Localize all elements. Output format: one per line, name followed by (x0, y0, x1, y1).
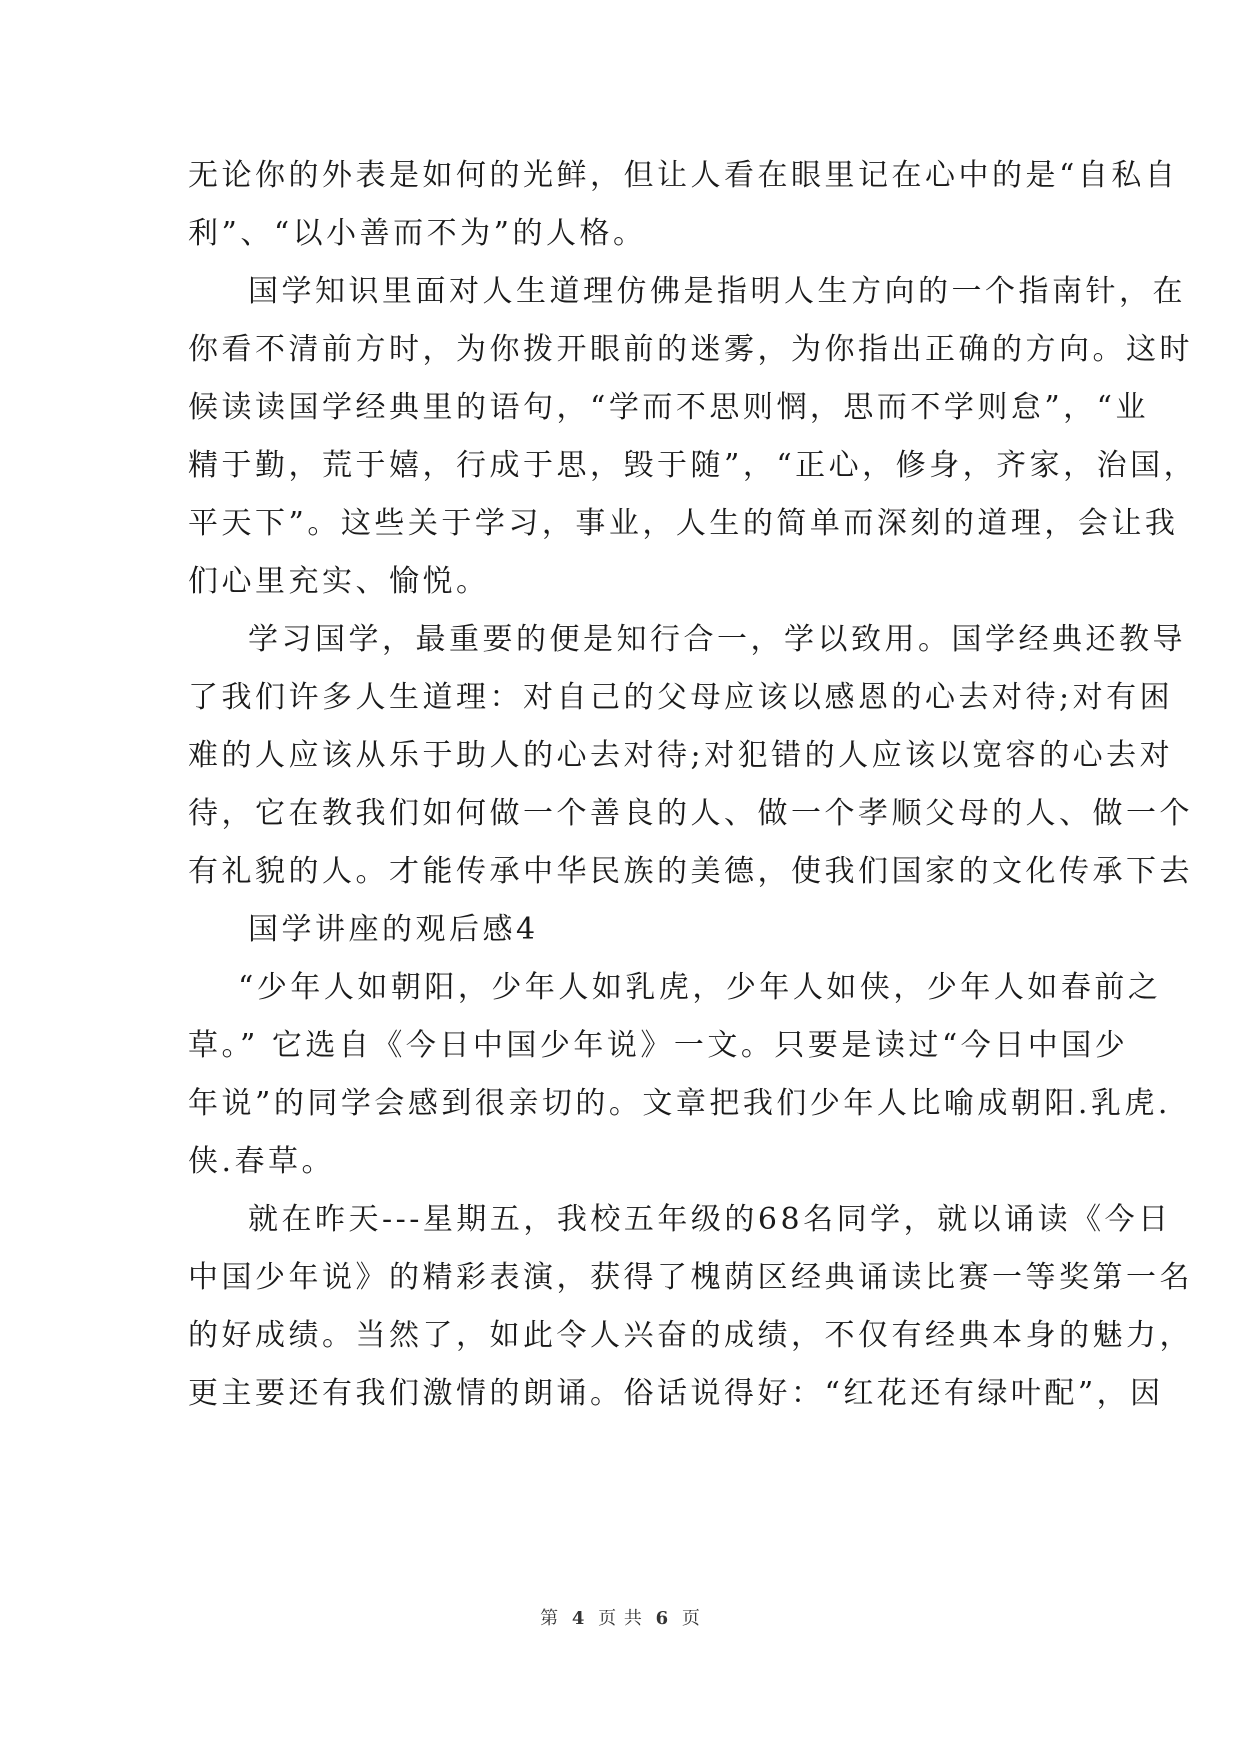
footer-suffix: 页 (681, 1608, 701, 1629)
text-line: 的好成绩。当然了，如此令人兴奋的成绩，不仅有经典本身的魅力， (188, 1318, 1193, 1353)
text-line: 侠.春草。 (188, 1144, 336, 1179)
paragraph-start: 国学知识里面对人生道理仿佛是指明人生方向的一个指南针，在 (248, 274, 1186, 309)
total-page-number: 6 (655, 1608, 670, 1629)
text-line: 精于勤，荒于嬉，行成于思，毁于随”，“正心，修身，齐家，治国， (188, 448, 1198, 483)
footer-prefix: 第 (540, 1608, 560, 1629)
text-line: 了我们许多人生道理：对自己的父母应该以感恩的心去对待;对有困 (188, 680, 1174, 715)
paragraph-start: 学习国学，最重要的便是知行合一，学以致用。国学经典还教导 (248, 622, 1186, 657)
text-line: 待，它在教我们如何做一个善良的人、做一个孝顺父母的人、做一个 (188, 796, 1193, 831)
paragraph-start: 就在昨天---星期五，我校五年级的68名同学，就以诵读《今日 (248, 1202, 1172, 1237)
text-line: 难的人应该从乐于助人的心去对待;对犯错的人应该以宽容的心去对 (188, 738, 1174, 773)
text-line: 候读读国学经典里的语句，“学而不思则惘，思而不学则怠”，“业 (188, 390, 1150, 425)
footer-middle: 页 共 (598, 1608, 643, 1629)
section-heading: 国学讲座的观后感4 (248, 912, 539, 947)
text-line: 无论你的外表是如何的光鲜，但让人看在眼里记在心中的是“自私自 (188, 158, 1179, 193)
text-line: 中国少年说》的精彩表演，获得了槐荫区经典诵读比赛一等奖第一名 (188, 1260, 1193, 1295)
text-line: 平天下”。这些关于学习，事业，人生的简单而深刻的道理，会让我 (188, 506, 1179, 541)
paragraph-start: “少年人如朝阳，少年人如乳虎，少年人如侠，少年人如春前之 (238, 970, 1162, 1005)
text-line: 草。” 它选自《今日中国少年说》一文。只要是读过“今日中国少 (188, 1028, 1129, 1063)
text-line: 更主要还有我们激情的朗诵。俗话说得好：“红花还有绿叶配”，因 (188, 1376, 1164, 1411)
current-page-number: 4 (571, 1608, 586, 1629)
page-footer (0, 1604, 1241, 1630)
text-line: 有礼貌的人。才能传承中华民族的美德，使我们国家的文化传承下去 (188, 854, 1193, 889)
text-line: 利”、“以小善而不为”的人格。 (188, 216, 647, 251)
text-line: 们心里充实、愉悦。 (188, 564, 490, 599)
text-line: 你看不清前方时，为你拨开眼前的迷雾，为你指出正确的方向。这时 (188, 332, 1193, 367)
text-line: 年说”的同学会感到很亲切的。文章把我们少年人比喻成朝阳.乳虎. (188, 1086, 1171, 1121)
